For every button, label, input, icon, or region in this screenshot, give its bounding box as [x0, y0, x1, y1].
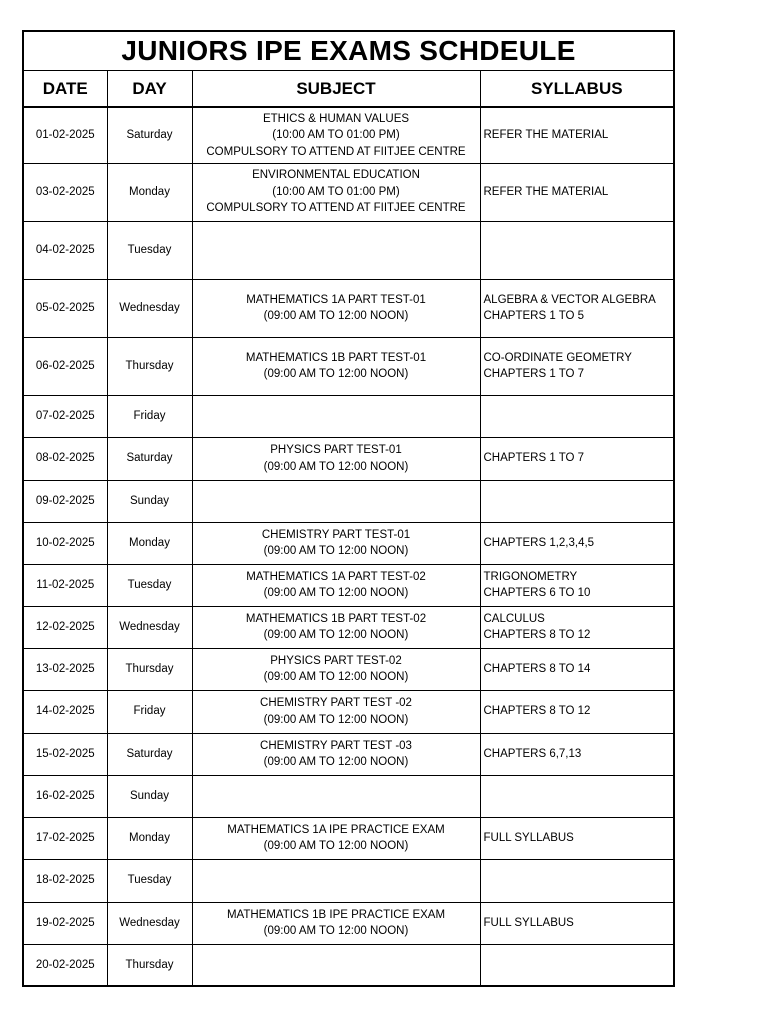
subject-cell: [192, 522, 480, 564]
table-row: [23, 522, 674, 564]
syllabus-line: REFER THE MATERIAL: [483, 129, 609, 141]
syllabus-cell: [480, 775, 674, 817]
subject-cell: [192, 775, 480, 817]
day-cell: Sunday: [107, 775, 192, 817]
day-cell: Wednesday: [107, 279, 192, 337]
syllabus-line: CHAPTERS 1 TO 7: [483, 368, 585, 380]
subject-line: MATHEMATICS 1B PART TEST-01: [245, 351, 427, 364]
table-row: [23, 337, 674, 395]
subject-line: MATHEMATICS 1A PART TEST-01: [246, 293, 426, 306]
date-cell: 18-02-2025: [23, 859, 107, 902]
table-row: [23, 480, 674, 522]
header-subject: SUBJECT: [192, 71, 480, 108]
day-cell: Thursday: [107, 944, 192, 986]
subject-line: (09:00 AM TO 12:00 NOON): [263, 587, 409, 599]
syllabus-line: CHAPTERS 6 TO 10: [483, 587, 591, 599]
date-cell: 11-02-2025: [23, 564, 107, 606]
day-cell: Thursday: [107, 648, 192, 690]
header-syllabus: SYLLABUS: [480, 71, 674, 108]
date-cell: 01-02-2025: [23, 107, 107, 163]
schedule-body: [23, 107, 674, 986]
subject-cell: [192, 279, 480, 337]
table-row: [23, 163, 674, 221]
date-cell: 12-02-2025: [23, 606, 107, 648]
table-row: [23, 690, 674, 733]
subject-cell: [192, 480, 480, 522]
table-row: [23, 902, 674, 944]
day-cell: Saturday: [107, 437, 192, 480]
syllabus-line: REFER THE MATERIAL: [483, 185, 609, 198]
subject-line: (09:00 AM TO 12:00 NOON): [263, 545, 409, 557]
table-row: [23, 859, 674, 902]
syllabus-line: CHAPTERS 6,7,13: [483, 747, 582, 760]
subject-cell: [192, 163, 480, 221]
day-cell: Wednesday: [107, 902, 192, 944]
table-row: [23, 279, 674, 337]
day-cell: Monday: [107, 163, 192, 221]
subject-cell: [192, 859, 480, 902]
subject-cell: [192, 606, 480, 648]
syllabus-cell: [480, 107, 674, 163]
table-row: [23, 221, 674, 279]
date-cell: 05-02-2025: [23, 279, 107, 337]
syllabus-line: CHAPTERS 8 TO 14: [483, 662, 591, 675]
subject-line: (09:00 AM TO 12:00 NOON): [263, 756, 409, 768]
syllabus-cell: [480, 859, 674, 902]
syllabus-cell: [480, 564, 674, 606]
subject-line: PHYSICS PART TEST-01: [270, 444, 402, 456]
table-row: [23, 733, 674, 775]
syllabus-line: CHAPTERS 8 TO 12: [483, 705, 591, 718]
subject-line: (09:00 AM TO 12:00 NOON): [263, 368, 409, 380]
header-day: DAY: [107, 71, 192, 108]
date-cell: 17-02-2025: [23, 817, 107, 859]
syllabus-line: ALGEBRA & VECTOR ALGEBRA: [483, 293, 656, 306]
subject-line: ENVIRONMENTAL EDUCATION: [252, 169, 420, 182]
date-cell: 04-02-2025: [23, 221, 107, 279]
syllabus-line: CHAPTERS 1 TO 7: [483, 452, 585, 465]
subject-line: MATHEMATICS 1A PART TEST-02: [246, 570, 426, 583]
subject-line: MATHEMATICS 1A IPE PRACTICE EXAM: [227, 823, 445, 836]
subject-line: ETHICS & HUMAN VALUES: [262, 112, 410, 125]
subject-line: COMPULSORY TO ATTEND AT FIITJEE CENTRE: [206, 145, 466, 158]
date-cell: 14-02-2025: [23, 690, 107, 733]
syllabus-cell: [480, 944, 674, 986]
day-cell: Tuesday: [107, 859, 192, 902]
syllabus-line: FULL SYLLABUS: [483, 831, 574, 844]
subject-cell: [192, 564, 480, 606]
header-row: [23, 71, 674, 108]
date-cell: 19-02-2025: [23, 902, 107, 944]
syllabus-cell: [480, 480, 674, 522]
subject-cell: [192, 648, 480, 690]
date-cell: 20-02-2025: [23, 944, 107, 986]
syllabus-cell: [480, 606, 674, 648]
date-cell: 16-02-2025: [23, 775, 107, 817]
date-cell: 08-02-2025: [23, 437, 107, 480]
schedule-title: JUNIORS IPE EXAMS SCHDEULE: [23, 31, 674, 71]
day-cell: Monday: [107, 817, 192, 859]
subject-line: (09:00 AM TO 12:00 NOON): [263, 310, 409, 322]
subject-cell: [192, 437, 480, 480]
syllabus-line: CHAPTERS 1,2,3,4,5: [483, 536, 595, 549]
syllabus-line: CHAPTERS 8 TO 12: [483, 629, 591, 641]
subject-line: CHEMISTRY PART TEST -03: [260, 739, 412, 752]
day-cell: Sunday: [107, 480, 192, 522]
subject-line: (10:00 AM TO 01:00 PM): [272, 129, 400, 141]
subject-line: (09:00 AM TO 12:00 NOON): [263, 840, 409, 852]
subject-line: COMPULSORY TO ATTEND AT FIITJEE CENTRE: [206, 202, 466, 215]
syllabus-cell: [480, 337, 674, 395]
title-row: [23, 31, 674, 71]
subject-line: (10:00 AM TO 01:00 PM): [272, 185, 400, 198]
subject-cell: [192, 817, 480, 859]
header-date: DATE: [23, 71, 107, 108]
syllabus-line: CALCULUS: [483, 612, 545, 625]
subject-cell: [192, 902, 480, 944]
subject-line: MATHEMATICS 1B IPE PRACTICE EXAM: [226, 908, 446, 921]
syllabus-cell: [480, 395, 674, 437]
day-cell: Saturday: [107, 733, 192, 775]
date-cell: 07-02-2025: [23, 395, 107, 437]
syllabus-cell: [480, 690, 674, 733]
table-row: [23, 107, 674, 163]
syllabus-cell: [480, 648, 674, 690]
day-cell: Friday: [107, 690, 192, 733]
table-row: [23, 437, 674, 480]
day-cell: Thursday: [107, 337, 192, 395]
subject-cell: [192, 395, 480, 437]
table-row: [23, 775, 674, 817]
subject-line: (09:00 AM TO 12:00 NOON): [263, 925, 409, 937]
subject-line: (09:00 AM TO 12:00 NOON): [263, 713, 409, 726]
syllabus-line: FULL SYLLABUS: [483, 916, 574, 929]
subject-cell: [192, 690, 480, 733]
date-cell: 13-02-2025: [23, 648, 107, 690]
day-cell: Tuesday: [107, 221, 192, 279]
subject-cell: [192, 944, 480, 986]
day-cell: Friday: [107, 395, 192, 437]
date-cell: 15-02-2025: [23, 733, 107, 775]
date-cell: 09-02-2025: [23, 480, 107, 522]
subject-line: CHEMISTRY PART TEST -02: [260, 697, 412, 709]
day-cell: Tuesday: [107, 564, 192, 606]
subject-cell: [192, 221, 480, 279]
subject-line: (09:00 AM TO 12:00 NOON): [263, 629, 409, 641]
syllabus-cell: [480, 817, 674, 859]
syllabus-cell: [480, 279, 674, 337]
exam-schedule-table: [22, 30, 675, 987]
subject-cell: [192, 733, 480, 775]
subject-line: (09:00 AM TO 12:00 NOON): [263, 671, 409, 683]
subject-line: (09:00 AM TO 12:00 NOON): [263, 460, 409, 473]
table-row: [23, 395, 674, 437]
subject-line: PHYSICS PART TEST-02: [270, 654, 402, 667]
date-cell: 10-02-2025: [23, 522, 107, 564]
syllabus-line: CO-ORDINATE GEOMETRY: [483, 351, 632, 364]
syllabus-cell: [480, 902, 674, 944]
subject-cell: [192, 337, 480, 395]
date-cell: 03-02-2025: [23, 163, 107, 221]
table-row: [23, 564, 674, 606]
syllabus-cell: [480, 437, 674, 480]
table-row: [23, 606, 674, 648]
day-cell: Wednesday: [107, 606, 192, 648]
subject-cell: [192, 107, 480, 163]
date-cell: 06-02-2025: [23, 337, 107, 395]
subject-line: MATHEMATICS 1B PART TEST-02: [245, 612, 427, 625]
syllabus-line: TRIGONOMETRY: [483, 570, 578, 583]
table-row: [23, 817, 674, 859]
day-cell: Monday: [107, 522, 192, 564]
subject-line: CHEMISTRY PART TEST-01: [261, 528, 411, 541]
syllabus-cell: [480, 163, 674, 221]
day-cell: Saturday: [107, 107, 192, 163]
table-row: [23, 944, 674, 986]
table-row: [23, 648, 674, 690]
syllabus-cell: [480, 522, 674, 564]
syllabus-cell: [480, 221, 674, 279]
syllabus-line: CHAPTERS 1 TO 5: [483, 310, 585, 322]
syllabus-cell: [480, 733, 674, 775]
